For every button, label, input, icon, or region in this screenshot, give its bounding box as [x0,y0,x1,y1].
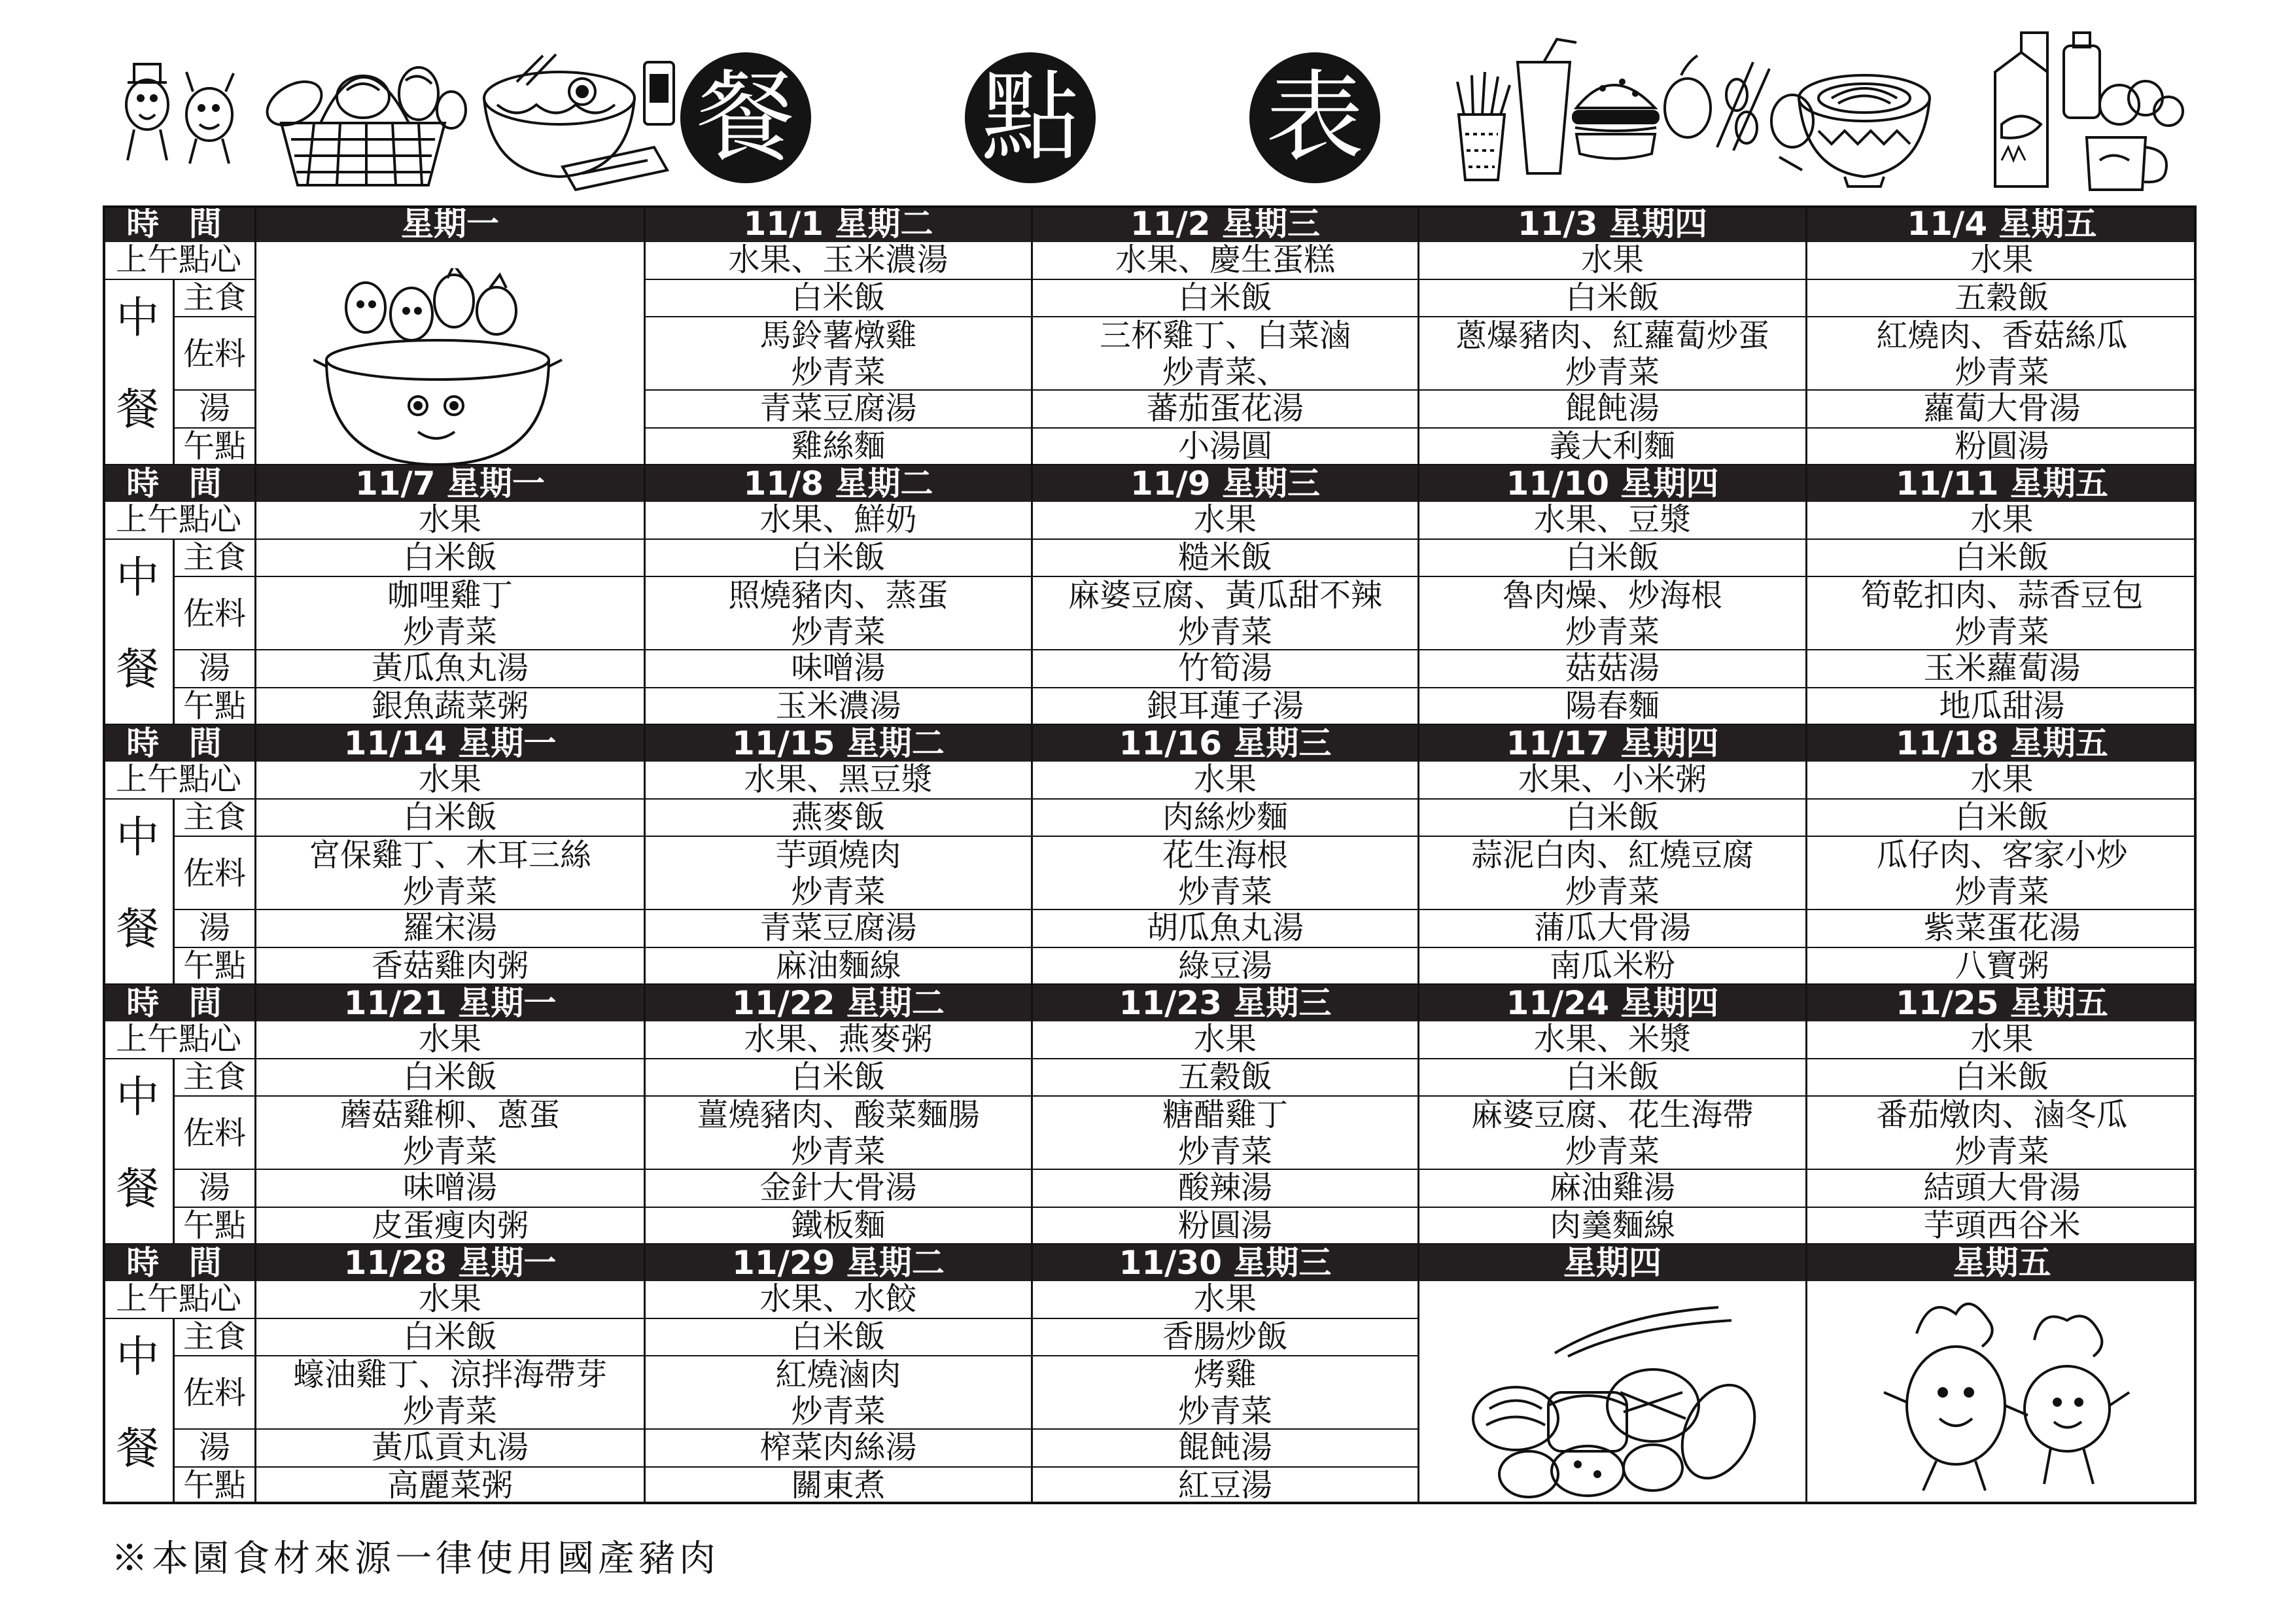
time-header: 時 間 [103,1244,254,1281]
snack-cell: 水果 [254,762,644,800]
snack-cell: 水果 [254,502,644,540]
side-dish-line-1: 魯肉燥、炒海根 [1502,577,1722,614]
side-dish-line-2: 炒青菜 [1565,874,1660,910]
soup-cell: 竹筍湯 [1031,650,1418,688]
side-dish-line-2: 炒青菜 [1565,354,1660,391]
lunch-label-bottom: 餐 [116,904,160,954]
side-dish-line-2: 炒青菜 [402,1393,497,1430]
lunch-label-bottom: 餐 [116,644,160,694]
day-header: 11/28 星期一 [254,1244,644,1281]
snack-label: 上午點心 [103,762,254,800]
side-dish-cell [1418,1097,1805,1170]
afternoon-snack-cell: 雞絲麵 [644,429,1031,465]
snack-cell: 水果 [1418,242,1805,280]
side-dish-cell [1805,317,2197,391]
lunch-label-top: 中 [116,552,160,603]
side-dish-line-1: 番茄燉肉、滷冬瓜 [1876,1097,2128,1133]
afternoon-snack-cell: 八寶粥 [1805,948,2197,985]
side-dish-cell [254,837,644,910]
afternoon-snack-cell: 陽春麵 [1418,688,1805,725]
afternoon-snack-cell: 芋頭西谷米 [1805,1208,2197,1244]
day-header: 11/10 星期四 [1418,465,1805,502]
lunch-label [103,540,175,725]
afternoon-snack-cell: 麻油麵線 [644,948,1031,985]
side-dish-line-2: 炒青菜 [1177,1133,1272,1170]
soup-cell: 結頭大骨湯 [1805,1170,2197,1208]
afternoon-snack-cell: 肉羹麵線 [1418,1208,1805,1244]
staple-cell: 白米飯 [644,280,1031,317]
side-dish-cell [1031,1356,1418,1430]
staple-cell: 白米飯 [1418,280,1805,317]
snack-cell: 水果 [254,1281,644,1319]
week-block [103,725,2197,985]
staple-label: 主食 [175,540,254,577]
snack-cell: 水果 [1031,1021,1418,1059]
soup-cell: 餛飩湯 [1031,1430,1418,1468]
staple-cell: 白米飯 [254,1059,644,1097]
side-dish-cell [1418,577,1805,650]
snack-cell: 水果、黑豆漿 [644,762,1031,800]
side-dish-line-2: 炒青菜 [791,874,886,910]
day-header: 11/25 星期五 [1805,985,2197,1021]
side-dish-line-2: 炒青菜 [791,1393,886,1430]
snack-cell: 水果 [1805,242,2197,280]
cartoon-kids-icon [114,26,245,167]
side-dish-line-1: 薑燒豬肉、酸菜麵腸 [697,1097,980,1133]
afternoon-snack-cell: 綠豆湯 [1031,948,1418,985]
bread-basket-icon [255,25,471,192]
side-dish-line-1: 麻婆豆腐、黃瓜甜不辣 [1068,577,1382,614]
soup-cell: 金針大骨湯 [644,1170,1031,1208]
bread-pile-icon [1457,1294,1764,1504]
side-dish-line-2: 炒青菜 [791,614,886,650]
side-dish-line-1: 麻婆豆腐、花生海帶 [1470,1097,1754,1133]
soup-cell: 玉米蘿蔔湯 [1805,650,2197,688]
day-header: 11/18 星期五 [1805,725,2197,762]
afternoon-snack-cell: 高麗菜粥 [254,1468,644,1504]
soup-cell: 青菜豆腐湯 [644,391,1031,429]
snack-label: 上午點心 [103,1281,254,1319]
snack-cell: 水果、燕麥粥 [644,1021,1031,1059]
week-block [103,465,2197,725]
side-dish-cell [644,837,1031,910]
soup-cell: 羅宋湯 [254,910,644,948]
radish-characters-icon [1871,1294,2132,1497]
footer-note: ※本園食材來源一律使用國產豬肉 [111,1538,720,1580]
side-dish-line-2: 炒青菜 [402,614,497,650]
soup-cell: 味噌湯 [644,650,1031,688]
side-dish-cell [1031,317,1418,391]
staple-cell: 白米飯 [1805,800,2197,837]
side-dish-label: 佐料 [175,577,254,650]
day-header: 11/1 星期二 [644,205,1031,242]
day-header: 11/4 星期五 [1805,205,2197,242]
soup-label: 湯 [175,1430,254,1468]
lunch-label [103,1319,175,1504]
side-dish-line-1: 蘑菇雞柳、蔥蛋 [339,1097,560,1133]
staple-cell: 白米飯 [1031,280,1418,317]
afternoon-snack-cell: 粉圓湯 [1805,429,2197,465]
afternoon-snack-cell: 銀魚蔬菜粥 [254,688,644,725]
staple-label: 主食 [175,280,254,317]
day-header: 11/17 星期四 [1418,725,1805,762]
side-dish-line-2: 炒青菜 [402,874,497,910]
lunch-label-bottom: 餐 [116,384,160,434]
side-dish-label: 佐料 [175,1097,254,1170]
time-header: 時 間 [103,725,254,762]
side-dish-line-1: 蠔油雞丁、涼拌海帶芽 [292,1356,607,1393]
soup-label: 湯 [175,1170,254,1208]
time-header: 時 間 [103,985,254,1021]
afternoon-snack-cell: 銀耳蓮子湯 [1031,688,1418,725]
afternoon-snack-label: 午點 [175,1468,254,1504]
snack-cell: 水果、慶生蛋糕 [1031,242,1418,280]
soup-cell: 味噌湯 [254,1170,644,1208]
side-dish-line-1: 馬鈴薯燉雞 [759,317,917,354]
day-header: 11/16 星期三 [1031,725,1418,762]
soup-cell: 酸辣湯 [1031,1170,1418,1208]
staple-cell: 白米飯 [1418,1059,1805,1097]
side-dish-line-1: 紅燒肉、香菇絲瓜 [1876,317,2128,354]
afternoon-snack-label: 午點 [175,1208,254,1244]
day-header: 11/15 星期二 [644,725,1031,762]
soup-label: 湯 [175,910,254,948]
side-dish-label: 佐料 [175,837,254,910]
staple-cell: 五穀飯 [1805,280,2197,317]
snack-cell: 水果、豆漿 [1418,502,1805,540]
afternoon-snack-cell: 南瓜米粉 [1418,948,1805,985]
lunch-label [103,800,175,985]
title-char-3: 表 [1249,52,1380,183]
staple-cell: 白米飯 [644,1059,1031,1097]
side-dish-line-1: 筍乾扣肉、蒜香豆包 [1860,577,2144,614]
staple-cell: 白米飯 [1418,540,1805,577]
side-dish-line-1: 花生海根 [1162,837,1288,874]
side-dish-line-2: 炒青菜 [1565,1133,1660,1170]
day-header: 11/24 星期四 [1418,985,1805,1021]
side-dish-line-2: 炒青菜、 [1162,354,1288,391]
day-header: 11/3 星期四 [1418,205,1805,242]
side-dish-cell [644,577,1031,650]
afternoon-snack-cell: 義大利麵 [1418,429,1805,465]
side-dish-line-1: 糖醋雞丁 [1162,1097,1288,1133]
soup-cell: 餛飩湯 [1418,391,1805,429]
snack-label: 上午點心 [103,1021,254,1059]
side-dish-cell [1805,1097,2197,1170]
side-dish-line-2: 炒青菜 [1955,354,2049,391]
ramen-bowl-icon [1792,59,1936,190]
side-dish-cell [1418,317,1805,391]
staple-cell: 白米飯 [254,540,644,577]
week-block [103,985,2197,1244]
lunch-label-bottom: 餐 [116,1163,160,1214]
staple-cell: 白米飯 [1418,800,1805,837]
staple-cell: 燕麥飯 [644,800,1031,837]
staple-cell: 白米飯 [1805,540,2197,577]
staple-cell: 香腸炒飯 [1031,1319,1418,1356]
side-dish-cell [1418,837,1805,910]
side-dish-cell [644,317,1031,391]
afternoon-snack-cell: 紅豆湯 [1031,1468,1418,1504]
side-dish-line-1: 咖哩雞丁 [387,577,513,614]
side-dish-cell [1805,577,2197,650]
lunch-label [103,1059,175,1244]
soup-cell: 蘿蔔大骨湯 [1805,391,2197,429]
snack-cell: 水果、玉米濃湯 [644,242,1031,280]
milk-carton-icon [1982,26,2185,193]
side-dish-cell [1031,577,1418,650]
day-header: 11/7 星期一 [254,465,644,502]
side-dish-line-2: 炒青菜 [1955,614,2049,650]
side-dish-line-1: 蒜泥白肉、紅燒豆腐 [1470,837,1754,874]
snack-cell: 水果、水餃 [644,1281,1031,1319]
staple-cell: 白米飯 [644,540,1031,577]
side-dish-line-2: 炒青菜 [791,354,886,391]
day-header: 11/2 星期三 [1031,205,1418,242]
soup-cell: 蒲瓜大骨湯 [1418,910,1805,948]
afternoon-snack-cell: 皮蛋瘦肉粥 [254,1208,644,1244]
afternoon-snack-cell: 地瓜甜湯 [1805,688,2197,725]
side-dish-cell [1031,1097,1418,1170]
fast-food-icon [1446,36,1825,193]
soup-cell: 蕃茄蛋花湯 [1031,391,1418,429]
staple-cell: 白米飯 [254,1319,644,1356]
side-dish-cell [254,1356,644,1430]
staple-cell: 五穀飯 [1031,1059,1418,1097]
lunch-label-top: 中 [116,1332,160,1382]
side-dish-cell [254,1097,644,1170]
title-row [680,52,1380,183]
day-header: 11/22 星期二 [644,985,1031,1021]
staple-cell: 糙米飯 [1031,540,1418,577]
soup-label: 湯 [175,650,254,688]
afternoon-snack-cell: 玉米濃湯 [644,688,1031,725]
day-header: 11/11 星期五 [1805,465,2197,502]
day-header: 星期一 [254,205,644,242]
side-dish-line-2: 炒青菜 [1177,874,1272,910]
day-header: 11/8 星期二 [644,465,1031,502]
side-dish-line-1: 芋頭燒肉 [775,837,901,874]
snack-cell: 水果、小米粥 [1418,762,1805,800]
staple-cell: 白米飯 [254,800,644,837]
snack-cell: 水果 [1031,502,1418,540]
side-dish-cell [1031,837,1418,910]
snack-cell: 水果 [1805,762,2197,800]
afternoon-snack-label: 午點 [175,688,254,725]
side-dish-cell [1805,837,2197,910]
afternoon-snack-cell: 鐵板麵 [644,1208,1031,1244]
side-dish-label: 佐料 [175,1356,254,1430]
soup-label: 湯 [175,391,254,429]
menu-table [103,205,2197,1514]
side-dish-line-2: 炒青菜 [1177,614,1272,650]
staple-label: 主食 [175,1319,254,1356]
side-dish-cell [254,577,644,650]
vegetable-pot-icon [313,268,588,471]
soup-cell: 胡瓜魚丸湯 [1031,910,1418,948]
staple-cell: 白米飯 [644,1319,1031,1356]
side-dish-line-2: 炒青菜 [1955,1133,2049,1170]
side-dish-line-2: 炒青菜 [791,1133,886,1170]
soup-cell: 黃瓜貢丸湯 [254,1430,644,1468]
side-dish-line-2: 炒青菜 [1177,1393,1272,1430]
soup-cell: 黃瓜魚丸湯 [254,650,644,688]
soup-cell: 菇菇湯 [1418,650,1805,688]
title-char-1: 餐 [680,52,811,183]
side-dish-line-2: 炒青菜 [1955,874,2049,910]
afternoon-snack-label: 午點 [175,948,254,985]
snack-cell: 水果、鮮奶 [644,502,1031,540]
lunch-label [103,280,175,465]
day-header: 11/14 星期一 [254,725,644,762]
soup-cell: 青菜豆腐湯 [644,910,1031,948]
side-dish-line-1: 宮保雞丁、木耳三絲 [308,837,591,874]
side-dish-line-1: 瓜仔肉、客家小炒 [1876,837,2128,874]
side-dish-cell [644,1356,1031,1430]
day-header: 11/30 星期三 [1031,1244,1418,1281]
day-header: 11/9 星期三 [1031,465,1418,502]
side-dish-line-2: 炒青菜 [402,1133,497,1170]
day-header: 11/21 星期一 [254,985,644,1021]
snack-label: 上午點心 [103,242,254,280]
staple-label: 主食 [175,1059,254,1097]
soup-cell: 紫菜蛋花湯 [1805,910,2197,948]
lunch-label-top: 中 [116,812,160,862]
side-dish-line-1: 紅燒滷肉 [775,1356,901,1393]
afternoon-snack-label: 午點 [175,429,254,465]
afternoon-snack-cell: 粉圓湯 [1031,1208,1418,1244]
afternoon-snack-cell: 小湯圓 [1031,429,1418,465]
afternoon-snack-cell: 香菇雞肉粥 [254,948,644,985]
day-header: 星期五 [1805,1244,2197,1281]
snack-cell: 水果 [254,1021,644,1059]
day-header: 11/29 星期二 [644,1244,1031,1281]
day-header: 星期四 [1418,1244,1805,1281]
day-header: 11/23 星期三 [1031,985,1418,1021]
side-dish-line-1: 烤雞 [1193,1356,1257,1393]
soup-cell: 榨菜肉絲湯 [644,1430,1031,1468]
snack-cell: 水果 [1805,1021,2197,1059]
lunch-label-top: 中 [116,292,160,343]
side-dish-line-2: 炒青菜 [1565,614,1660,650]
side-dish-cell [644,1097,1031,1170]
side-dish-line-1: 照燒豬肉、蒸蛋 [728,577,948,614]
afternoon-snack-cell: 關東煮 [644,1468,1031,1504]
staple-cell: 白米飯 [1805,1059,2197,1097]
title-char-2: 點 [965,52,1096,183]
staple-label: 主食 [175,800,254,837]
noodle-bowl-icon [478,43,680,193]
side-dish-label: 佐料 [175,317,254,391]
side-dish-line-1: 蔥爆豬肉、紅蘿蔔炒蛋 [1455,317,1769,354]
staple-cell: 肉絲炒麵 [1031,800,1418,837]
soup-cell: 麻油雞湯 [1418,1170,1805,1208]
lunch-label-top: 中 [116,1072,160,1122]
snack-cell: 水果 [1031,1281,1418,1319]
snack-label: 上午點心 [103,502,254,540]
snack-cell: 水果 [1031,762,1418,800]
snack-cell: 水果、米漿 [1418,1021,1805,1059]
time-header: 時 間 [103,205,254,242]
time-header: 時 間 [103,465,254,502]
side-dish-line-1: 三杯雞丁、白菜滷 [1099,317,1351,354]
lunch-label-bottom: 餐 [116,1423,160,1474]
snack-cell: 水果 [1805,502,2197,540]
